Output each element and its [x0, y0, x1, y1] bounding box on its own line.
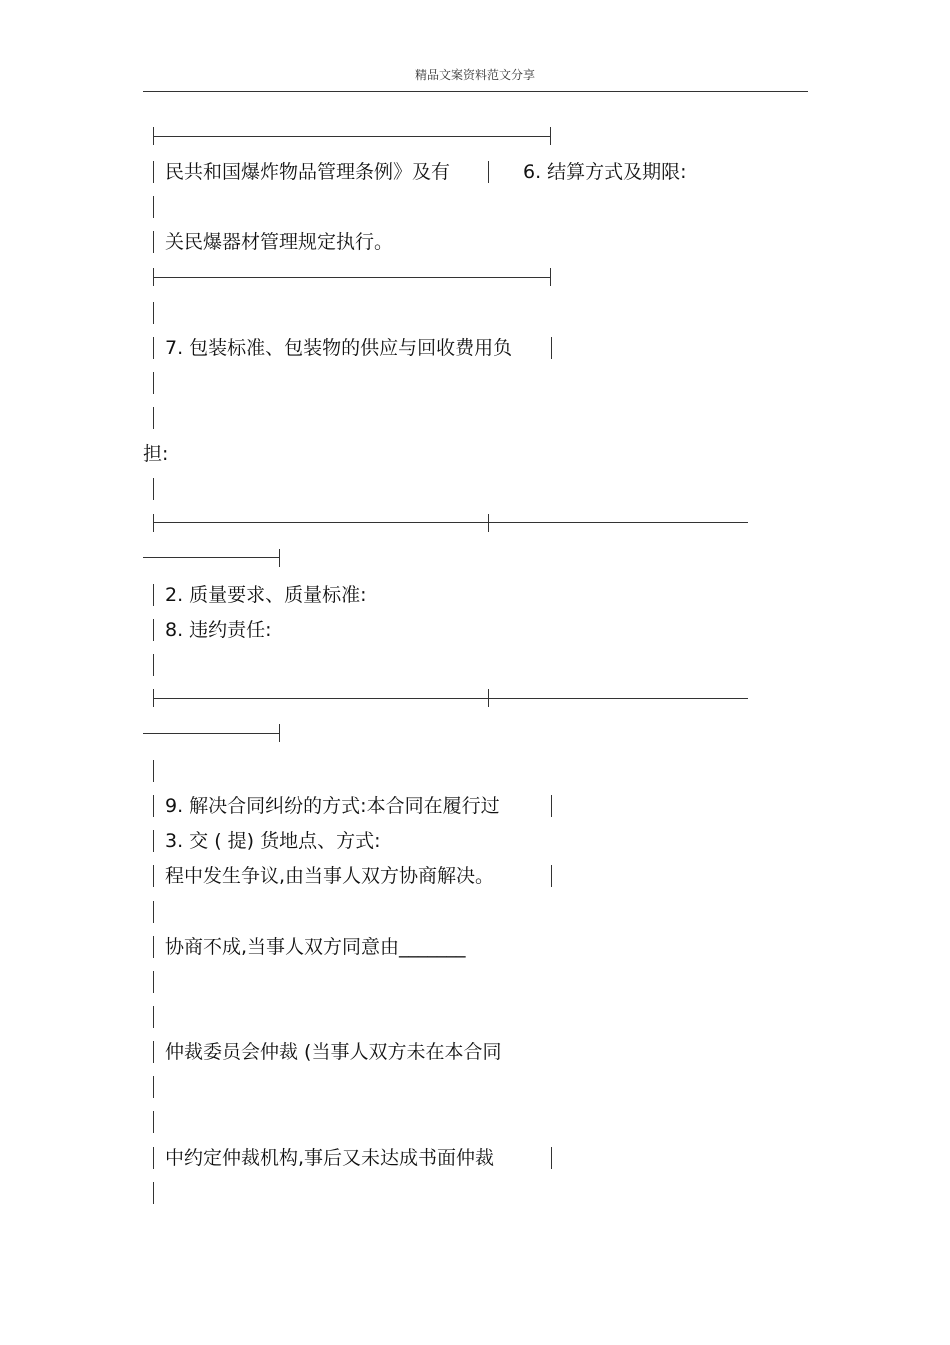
table-border-rule-continued [143, 733, 279, 734]
text-line: 仲裁委员会仲裁 (当事人双方未在本合同 [165, 1041, 502, 1063]
text-line: 2. 质量要求、质量标准: [165, 584, 367, 606]
table-border-right-tick [550, 268, 551, 286]
text-line: 9. 解决合同纠纷的方式:本合同在履行过 [165, 795, 500, 817]
table-bar [551, 865, 552, 887]
table-bar [153, 865, 154, 887]
table-bar [551, 1147, 552, 1169]
table-bar [153, 372, 154, 394]
text-line: 6. 结算方式及期限: [523, 161, 687, 183]
table-border-rule [153, 522, 748, 523]
text-line: 中约定仲裁机构,事后又未达成书面仲裁 [165, 1147, 495, 1169]
table-bar [153, 830, 154, 852]
table-bar [153, 1076, 154, 1098]
table-border-mid-tick [488, 514, 489, 532]
table-bar [153, 901, 154, 923]
text-line: 担: [143, 443, 169, 465]
table-bar [153, 1111, 154, 1133]
table-border-rule [153, 277, 550, 278]
table-bar [153, 196, 154, 218]
text-line: 关民爆器材管理规定执行。 [165, 231, 394, 253]
table-bar [153, 478, 154, 500]
table-border-right-tick [279, 724, 280, 742]
table-bar [153, 584, 154, 606]
text-line: 3. 交 ( 提) 货地点、方式: [165, 830, 381, 852]
table-bar [153, 1182, 154, 1204]
table-bar [153, 161, 154, 183]
table-bar [153, 407, 154, 429]
table-bar [153, 302, 154, 324]
text-line: 7. 包装标准、包装物的供应与回收费用负 [165, 337, 513, 359]
table-border-rule [153, 698, 748, 699]
table-bar [153, 1006, 154, 1028]
table-bar [551, 337, 552, 359]
table-border-right-tick [550, 127, 551, 145]
table-border-right-tick [279, 549, 280, 567]
table-bar [488, 161, 489, 183]
table-bar [153, 760, 154, 782]
text-line: 程中发生争议,由当事人双方协商解决。 [165, 865, 495, 887]
table-bar [153, 1041, 154, 1063]
table-bar [153, 1147, 154, 1169]
table-bar [153, 654, 154, 676]
text-line: 民共和国爆炸物品管理条例》及有 [165, 161, 451, 183]
table-bar [153, 231, 154, 253]
table-border-rule-continued [143, 557, 279, 558]
table-bar [153, 795, 154, 817]
table-bar [153, 337, 154, 359]
text-line: 协商不成,当事人双方同意由_______ [165, 936, 466, 958]
table-bar [153, 936, 154, 958]
table-border-mid-tick [488, 689, 489, 707]
text-line: 8. 违约责任: [165, 619, 272, 641]
table-border-rule [153, 136, 550, 137]
table-bar [153, 971, 154, 993]
table-bar [153, 619, 154, 641]
header-divider [143, 91, 808, 92]
page-header-title: 精品文案资料范文分享 [414, 68, 535, 82]
table-border-left-tick [153, 514, 154, 532]
table-bar [551, 795, 552, 817]
